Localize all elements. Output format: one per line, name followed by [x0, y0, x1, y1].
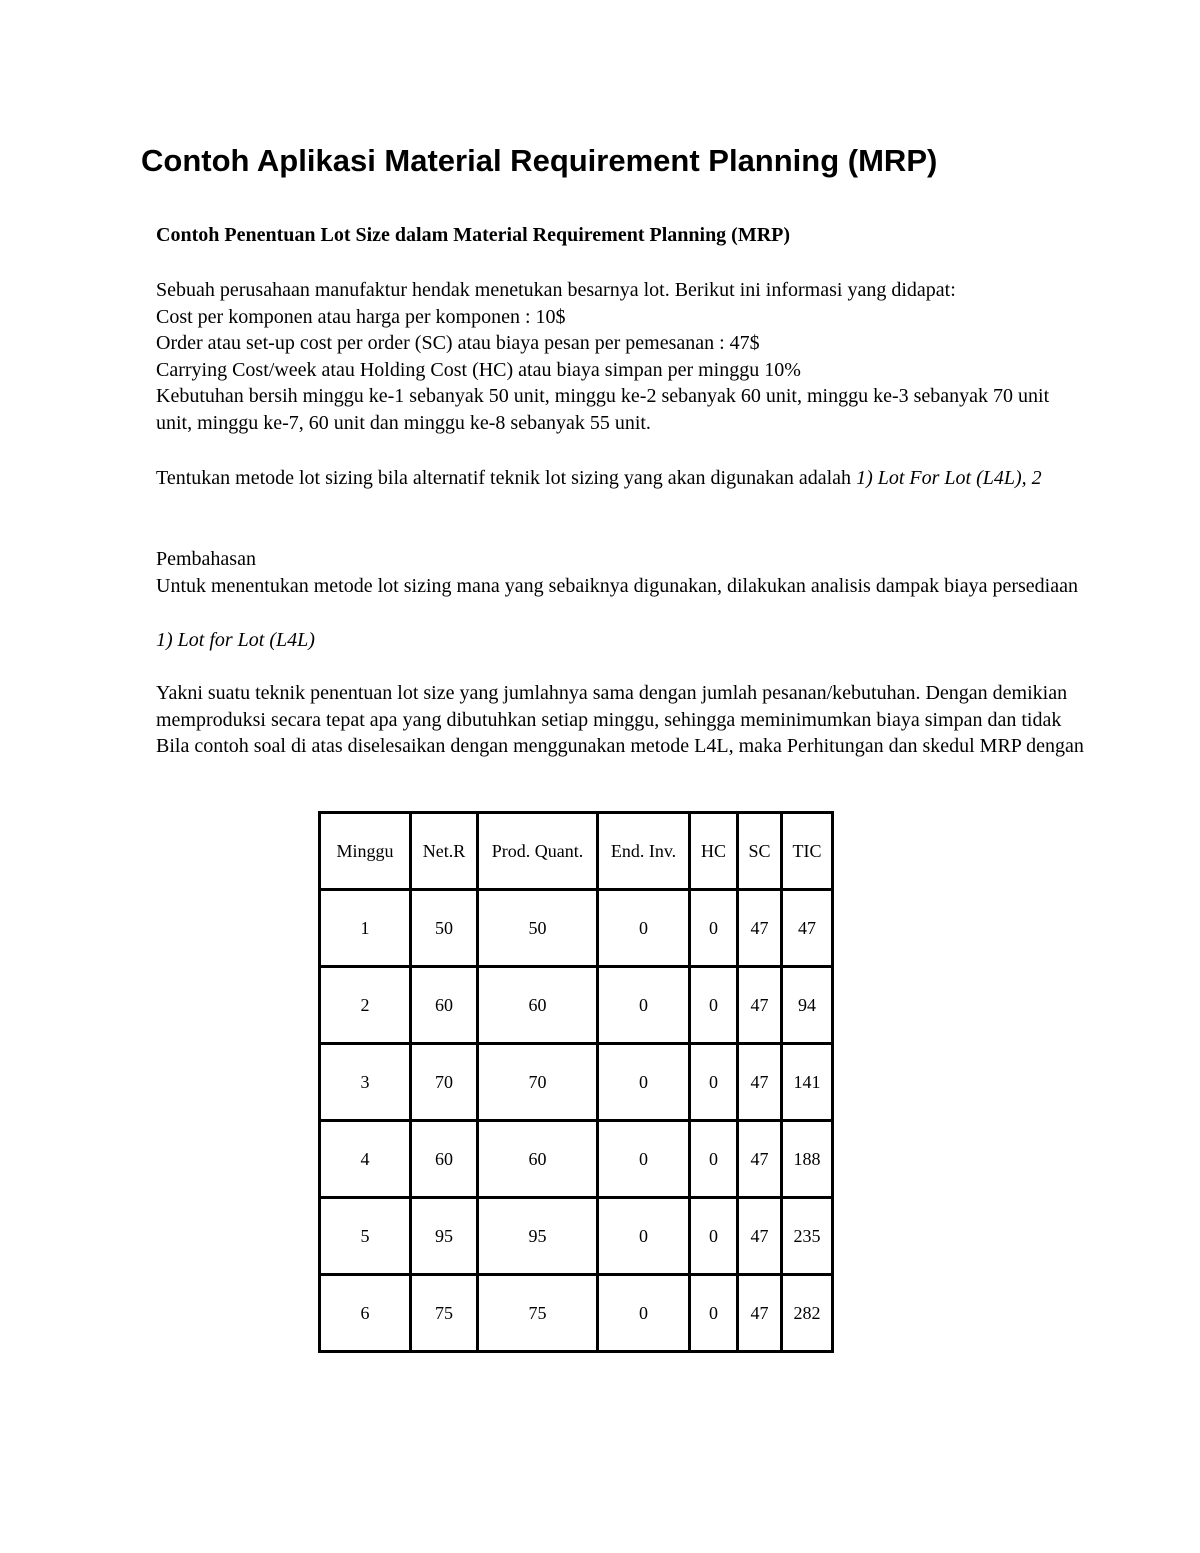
- intro-line: Sebuah perusahaan manufaktur hendak menetukan besarnya lot. Berikut ini informasi yang didapat:: [156, 279, 956, 301]
- intro-line: Kebutuhan bersih minggu ke-1 sebanyak 50 unit, minggu ke-2 sebanyak 60 unit, minggu ke-3 sebanyak 70 unit: [156, 385, 1050, 407]
- table-cell: 0: [598, 1198, 690, 1275]
- table-header-row: [320, 813, 833, 890]
- header-cell: SC: [738, 813, 782, 890]
- table-cell: 47: [738, 967, 782, 1044]
- table-cell: 95: [478, 1198, 598, 1275]
- table-cell: 188: [782, 1121, 833, 1198]
- table-cell: 4: [320, 1121, 411, 1198]
- table-cell: 0: [690, 967, 738, 1044]
- mrp-table: [318, 811, 834, 1353]
- intro-line: Carrying Cost/week atau Holding Cost (HC) atau biaya simpan per minggu 10%: [156, 358, 801, 381]
- table-cell: 5: [320, 1198, 411, 1275]
- table-cell: 70: [411, 1044, 478, 1121]
- table-cell: 60: [478, 967, 598, 1044]
- table-cell: 47: [738, 1275, 782, 1352]
- body-line: Yakni suatu teknik penentuan lot size yang jumlahnya sama dengan jumlah pesanan/kebutuhan. Dengan demikian: [156, 682, 1068, 704]
- section-subtitle: Contoh Penentuan Lot Size dalam Material Requirement Planning (MRP): [156, 224, 791, 246]
- table-cell: 50: [478, 890, 598, 967]
- page-title: Contoh Aplikasi Material Requirement Planning (MRP): [141, 143, 938, 178]
- header-cell: End. Inv.: [598, 813, 690, 890]
- table-cell: 0: [690, 1121, 738, 1198]
- table-cell: 282: [782, 1275, 833, 1352]
- table-cell: 47: [738, 1198, 782, 1275]
- table-cell: 0: [690, 890, 738, 967]
- table-cell: 47: [738, 1121, 782, 1198]
- header-cell: HC: [690, 813, 738, 890]
- body-line: memproduksi secara tepat apa yang dibutuhkan setiap minggu, sehingga meminimumkan biaya simpan dan tidak: [156, 708, 1062, 731]
- pembahasan-label: Pembahasan: [156, 548, 256, 570]
- table-cell: 1: [320, 890, 411, 967]
- table-cell: 95: [411, 1198, 478, 1275]
- intro-line: Cost per komponen atau harga per komponen : 10$: [156, 305, 566, 328]
- pembahasan-text: Untuk menentukan metode lot sizing mana yang sebaiknya digunakan, dilakukan analisis dampak biaya persediaan: [156, 575, 1078, 597]
- table-cell: 141: [782, 1044, 833, 1121]
- table-cell: 2: [320, 967, 411, 1044]
- question-text: Tentukan metode lot sizing bila alternatif teknik lot sizing yang akan digunakan adalah: [156, 467, 857, 489]
- header-cell: Prod. Quant.: [478, 813, 598, 890]
- table-cell: 70: [478, 1044, 598, 1121]
- intro-line: Order atau set-up cost per order (SC) atau biaya pesan per pemesanan : 47$: [156, 332, 760, 354]
- table-cell: 3: [320, 1044, 411, 1121]
- table-cell: 0: [690, 1275, 738, 1352]
- question-options: 1) Lot For Lot (L4L), 2: [856, 467, 1042, 489]
- question-line: [156, 465, 1200, 492]
- intro-line: unit, minggu ke-7, 60 unit dan minggu ke-8 sebanyak 55 unit.: [156, 411, 651, 434]
- table-row: [320, 890, 833, 967]
- table-cell: 75: [411, 1275, 478, 1352]
- table-cell: 0: [598, 1275, 690, 1352]
- table-row: [320, 967, 833, 1044]
- table-cell: 0: [598, 890, 690, 967]
- table-cell: 60: [478, 1121, 598, 1198]
- table-cell: 47: [738, 1044, 782, 1121]
- table-cell: 0: [598, 1044, 690, 1121]
- table-cell: 94: [782, 967, 833, 1044]
- table-cell: 0: [690, 1198, 738, 1275]
- table-cell: 235: [782, 1198, 833, 1275]
- header-cell: TIC: [782, 813, 833, 890]
- body-line: Bila contoh soal di atas diselesaikan dengan menggunakan metode L4L, maka Perhitungan dan skedul MRP dengan: [156, 735, 1084, 757]
- table-cell: 50: [411, 890, 478, 967]
- table-cell: 60: [411, 967, 478, 1044]
- header-cell: Minggu: [320, 813, 411, 890]
- table-row: [320, 1198, 833, 1275]
- table-cell: 6: [320, 1275, 411, 1352]
- header-cell: Net.R: [411, 813, 478, 890]
- table-cell: 75: [478, 1275, 598, 1352]
- table-cell: 47: [738, 890, 782, 967]
- table-cell: 47: [782, 890, 833, 967]
- table-row: [320, 1121, 833, 1198]
- section-heading: 1) Lot for Lot (L4L): [156, 629, 315, 651]
- table-cell: 60: [411, 1121, 478, 1198]
- table-cell: 0: [690, 1044, 738, 1121]
- table-row: [320, 1044, 833, 1121]
- table-row: [320, 1275, 833, 1352]
- table-cell: 0: [598, 1121, 690, 1198]
- table-cell: 0: [598, 967, 690, 1044]
